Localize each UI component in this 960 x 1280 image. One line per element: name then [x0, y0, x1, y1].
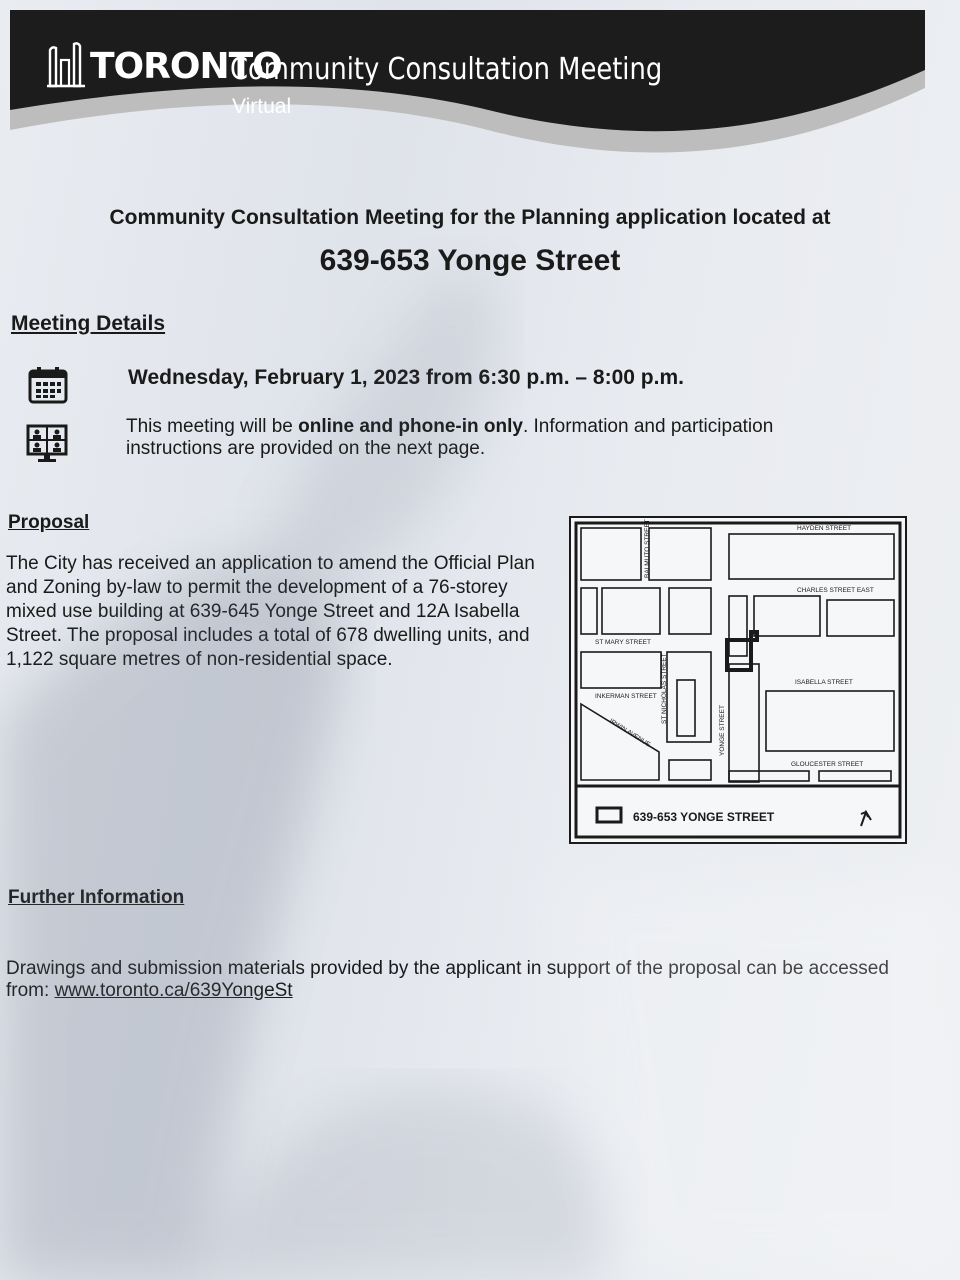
- note-emphasis: online and phone-in only: [298, 416, 523, 437]
- further-information-heading: Further Information: [8, 887, 185, 908]
- calendar-icon: [28, 366, 68, 404]
- banner-title: Community Consultation Meeting: [230, 52, 663, 87]
- map-label-gloucester: GLOUCESTER STREET: [791, 761, 864, 768]
- map-label-balmuto: BALMUTO STREET: [644, 519, 651, 578]
- map-label-st-nicholas: ST NICHOLAS STREET: [661, 653, 668, 724]
- header-banner: [10, 10, 925, 170]
- meeting-format-note: [126, 416, 846, 460]
- map-label-yonge: YONGE STREET: [719, 705, 726, 756]
- intro-line: Community Consultation Meeting for the Planning application located at: [109, 206, 831, 229]
- banner-subtitle: Virtual: [232, 95, 292, 118]
- video-meeting-icon: [26, 424, 68, 464]
- further-text-body: Drawings and submission materials provided by the applicant in support of the proposal can be accessed from:: [6, 958, 889, 1001]
- map-label-isabella: ISABELLA STREET: [795, 679, 853, 686]
- toronto-logo-text: TORONTO: [90, 46, 282, 87]
- meeting-date-time: Wednesday, February 1, 2023 from 6:30 p.m. – 8:00 p.m.: [128, 366, 684, 389]
- note-suffix: . Information and participation instructions are provided on the next page.: [126, 416, 774, 459]
- toronto-city-hall-icon: [46, 42, 86, 88]
- proposal-text: The City has received an application to amend the Official Plan and Zoning by-law to permit the development of a 76-storey mixed use building at 639-645 Yonge Street and 12A Isabella Street. The proposal includes a total of 678 dwelling units, and 1,122 square metres of non-residential space.: [6, 553, 535, 670]
- page-title-address: 639-653 Yonge Street: [319, 244, 621, 277]
- map-label-st-mary: ST MARY STREET: [595, 639, 651, 646]
- map-label-inkerman: INKERMAN STREET: [595, 693, 657, 700]
- further-information-text: [6, 958, 906, 1002]
- map-legend-label: 639-653 YONGE STREET: [633, 810, 775, 824]
- location-map: [569, 516, 907, 844]
- note-prefix: This meeting will be: [126, 416, 299, 437]
- map-label-hayden: HAYDEN STREET: [797, 525, 852, 532]
- meeting-details-heading: Meeting Details: [11, 312, 166, 335]
- map-label-charles: CHARLES STREET EAST: [797, 587, 874, 594]
- proposal-heading: Proposal: [8, 512, 90, 533]
- map-label-irwin: IRWIN AVENUE: [607, 717, 652, 749]
- applicant-materials-link[interactable]: www.toronto.ca/639YongeSt: [54, 980, 293, 1001]
